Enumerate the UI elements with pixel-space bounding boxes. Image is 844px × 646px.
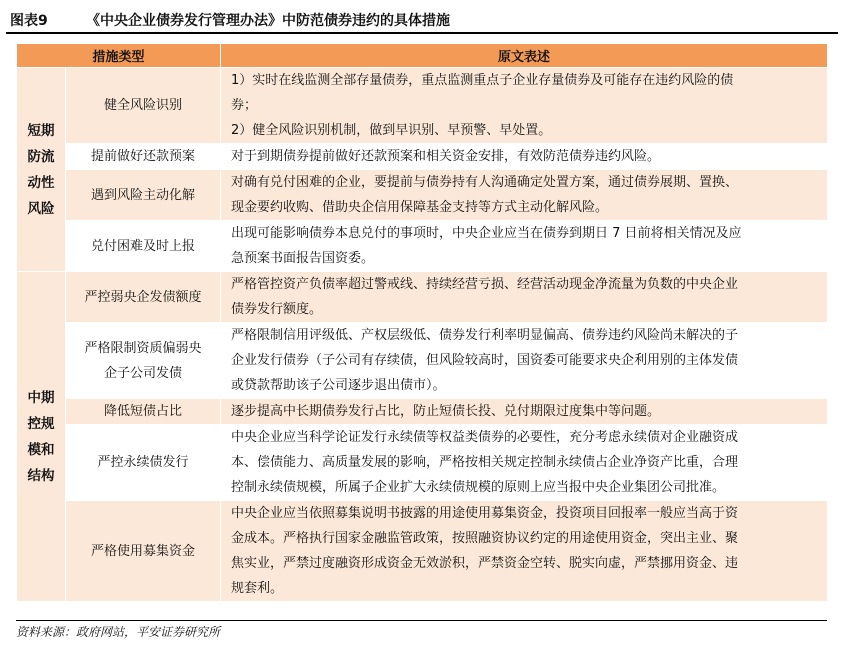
category-short-term: 短期 防流 动性 风险 [17,68,66,272]
table-row [17,221,828,272]
table-row [17,68,828,144]
measure-type: 严格限制资质偏弱央 企子公司发债 [66,323,221,399]
measure-text: 中央企业应当依照募集说明书披露的用途使用募集资金，投资项目回报率一般应当高于资 金成本。严格执行国家金融监管政策，按照融资协议约定的用途使用资金，突出主业、聚 焦实业，严禁过度融资形成资金无效淤积，严禁资金空转、脱实向虚，严禁挪用资金、违 规套利。 [221,501,828,602]
measure-type: 提前做好还款预案 [66,144,221,170]
category-mid-term: 中期 控规 模和 结构 [17,272,66,602]
header-original-text: 原文表述 [221,44,828,68]
measure-text: 1）实时在线监测全部存量债券，重点监测重点子企业存量债券及可能存在违约风险的债 券； 2）健全风险识别机制，做到早识别、早预警、早处置。 [221,68,828,144]
measure-type: 严控永续债发行 [66,425,221,501]
table-row [17,501,828,602]
table-row [17,425,828,501]
figure-title-bar [6,6,838,34]
measure-type: 严格使用募集资金 [66,501,221,602]
measure-text: 严格限制信用评级低、产权层级低、债券发行利率明显偏高、债券违约风险尚未解决的子 企业发行债券（子公司有存续债，但风险较高时，国资委可能要求央企利用别的主体发债 或贷款帮助该子公司逐步退出债市）。 [221,323,828,399]
table-row [17,323,828,399]
figure-label: 图表9 [10,13,48,29]
table-row [17,272,828,323]
measure-text: 逐步提高中长期债券发行占比，防止短债长投、兑付期限过度集中等问题。 [221,399,828,425]
table-row [17,170,828,221]
table-header-row [17,44,828,68]
header-measure-type: 措施类型 [17,44,221,68]
measures-table [16,43,828,602]
measure-type: 降低短债占比 [66,399,221,425]
measure-text: 中央企业应当科学论证发行永续债等权益类债券的必要性，充分考虑永续债对企业融资成 本、偿债能力、高质量发展的影响，严格按相关规定控制永续债占企业净资产比重，合理 控制永续债规模，所属子企业扩大永续债规模的原则上应当报中央企业集团公司批准。 [221,425,828,501]
measure-type: 兑付困难及时上报 [66,221,221,272]
figure-title: 《中央企业债券发行管理办法》中防范债券违约的具体措施 [86,13,450,29]
measure-type: 遇到风险主动化解 [66,170,221,221]
measure-text: 严格管控资产负债率超过警戒线、持续经营亏损、经营活动现金净流量为负数的中央企业 债券发行额度。 [221,272,828,323]
table-row [17,144,828,170]
measure-text: 出现可能影响债券本息兑付的事项时，中央企业应当在债券到期日 7 日前将相关情况及应 急预案书面报告国资委。 [221,221,828,272]
table-row [17,399,828,425]
measure-text: 对于到期债券提前做好还款预案和相关资金安排，有效防范债券违约风险。 [221,144,828,170]
source-note: 资料来源：政府网站，平安证券研究所 [16,620,827,640]
measure-type: 健全风险识别 [66,68,221,144]
measure-type: 严控弱央企发债额度 [66,272,221,323]
measure-text: 对确有兑付困难的企业，要提前与债券持有人沟通确定处置方案，通过债券展期、置换、 现金要约收购、借助央企信用保障基金支持等方式主动化解风险。 [221,170,828,221]
